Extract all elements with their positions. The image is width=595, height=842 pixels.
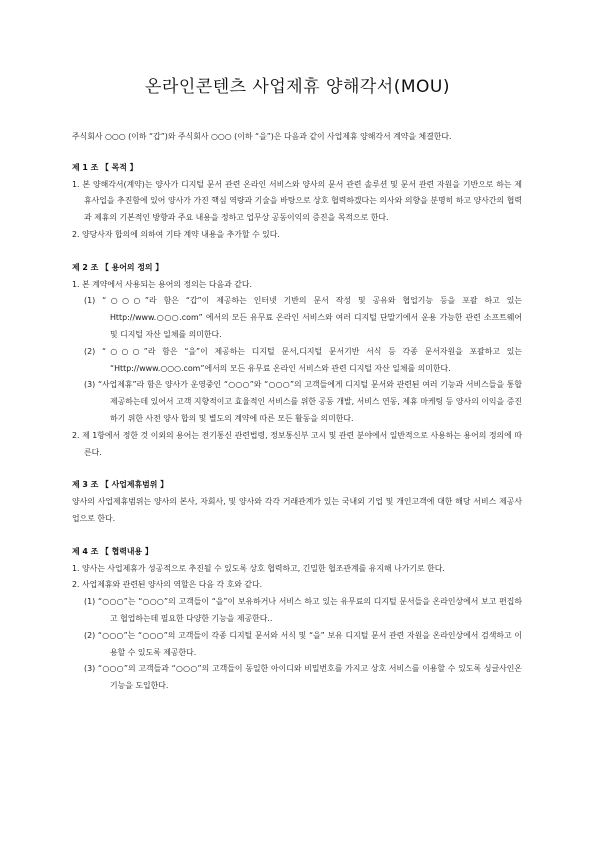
article-section [72,260,522,462]
sub-clause: (1) “○○○”라 함은 “갑”이 제공하는 인터넷 기반의 문서 작성 및 공유와 협업기능 등을 포괄 하고 있는 Http://www.○○○.com” 에서의 모든 유무료 온라인 서비스와 여러 디지털 단말기에서 운용 가능한 관련 소프트웨어 및 디지털 자산 일체를 의미한다. [84,296,522,339]
sub-clause: (3) “○○○”의 고객들과 “○○○”의 고객들이 동일한 아이디와 비밀번호를 가지고 상호 서비스를 이용할 수 있도록 싱글사인온 기능을 도입한다. [84,664,522,691]
document-body [72,129,522,711]
sub-clause: (1) “○○○”는 “○○○”의 고객들이 “을”이 보유하거나 서비스 하고 있는 유무료의 디지털 문서들을 온라인상에서 보고 편집하고 협업하는데 필요한 다양한 기능을 제공한다.. [84,597,522,623]
document-title: 온라인콘텐츠 사업제휴 양해각서(MOU) [145,77,450,97]
article-heading: 제 2 조 【 용어의 정의 】 [72,262,164,272]
sub-clause: (3) “사업제휴”라 함은 양사가 운영중인 “○○○”와 “○○○”의 고객들에게 디지털 문서와 관련된 여러 기능과 서비스들을 통합 제공하는데 있어서 고객 지향적이고 효율적인 서비스를 위한 공동 개발, 서비스 연동, 제휴 마케팅 등 양사의 이익을 증진하기 위한 사전 양사 합의 및 별도의 계약에 따른 모든 활동을 의미한다. [84,380,522,423]
article-section [72,477,522,527]
clause: 2. 양당사자 합의에 의하여 기타 계약 내용을 추가할 수 있다. [72,229,280,239]
intro-paragraph: 주식회사 ○○○ (이하 “갑”)와 주식회사 ○○○ (이하 “을”)은 다음과 같이 사업제휴 양해각서 계약을 체결한다. [72,132,452,141]
clause: 2. 사업제휴와 관련된 양사의 역할은 다음 각 호와 같다. [72,580,263,590]
clause: 1. 본 양해각서(계약)는 양사가 디지털 문서 관련 온라인 서비스와 양사의 문서 관련 솔루션 및 문서 관련 자원을 기반으로 하는 제휴사업을 추진함에 있어 양사가 가진 핵심 역량과 기술을 바탕으로 상호 협력하겠다는 의사와 의향을 분명히 하고 양사간의 협력과 제휴의 기본적인 방향과 주요 내용을 정하고 업무상 공동이익의 증진을 목적으로 한다. [72,179,522,223]
article-heading: 제 1 조 【 목적 】 [72,162,138,172]
clause: 양사의 사업제휴범위는 양사의 본사, 자회사, 및 양사와 각각 거래관계가 있는 국내외 기업 및 개인고객에 대한 해당 서비스 제공사업으로 한다. [72,497,522,523]
clause: 2. 제 1항에서 정한 것 이외의 용어는 전기통신 관련법령, 정보통신부 고시 및 관련 분야에서 일반적으로 사용하는 용어의 정의에 따른다. [72,430,522,457]
sub-clause: (2) “○○○”는 “○○○”의 고객들이 각종 디지털 문서와 서식 및 “을” 보유 디지털 문서 관련 자원을 온라인상에서 검색하고 이용할 수 있도록 제공한다. [84,630,522,657]
article-section [72,544,522,695]
clause: 1. 본 계약에서 사용되는 용어의 정의는 다음과 같다. [72,279,253,289]
article-heading: 제 3 조 【 사업제휴범위 】 [72,480,168,490]
clause: 1. 양사는 사업제휴가 성공적으로 추진될 수 있도록 상호 협력하고, 긴밀한 협조관계를 유지해 나가기로 한다. [72,563,445,573]
article-heading: 제 4 조 【 협력내용 】 [72,546,153,556]
sub-clause: (2) “○○○”라 함은 “을”이 제공하는 디지털 문서,디지털 문서기반 서식 등 각종 문서자원을 포괄하고 있는 “Http://www.○○○.com”에서의 모든 유무료 온라인 서비스와 관련 디지털 자산 일체를 의미한다. [84,346,522,373]
article-section [72,160,522,244]
